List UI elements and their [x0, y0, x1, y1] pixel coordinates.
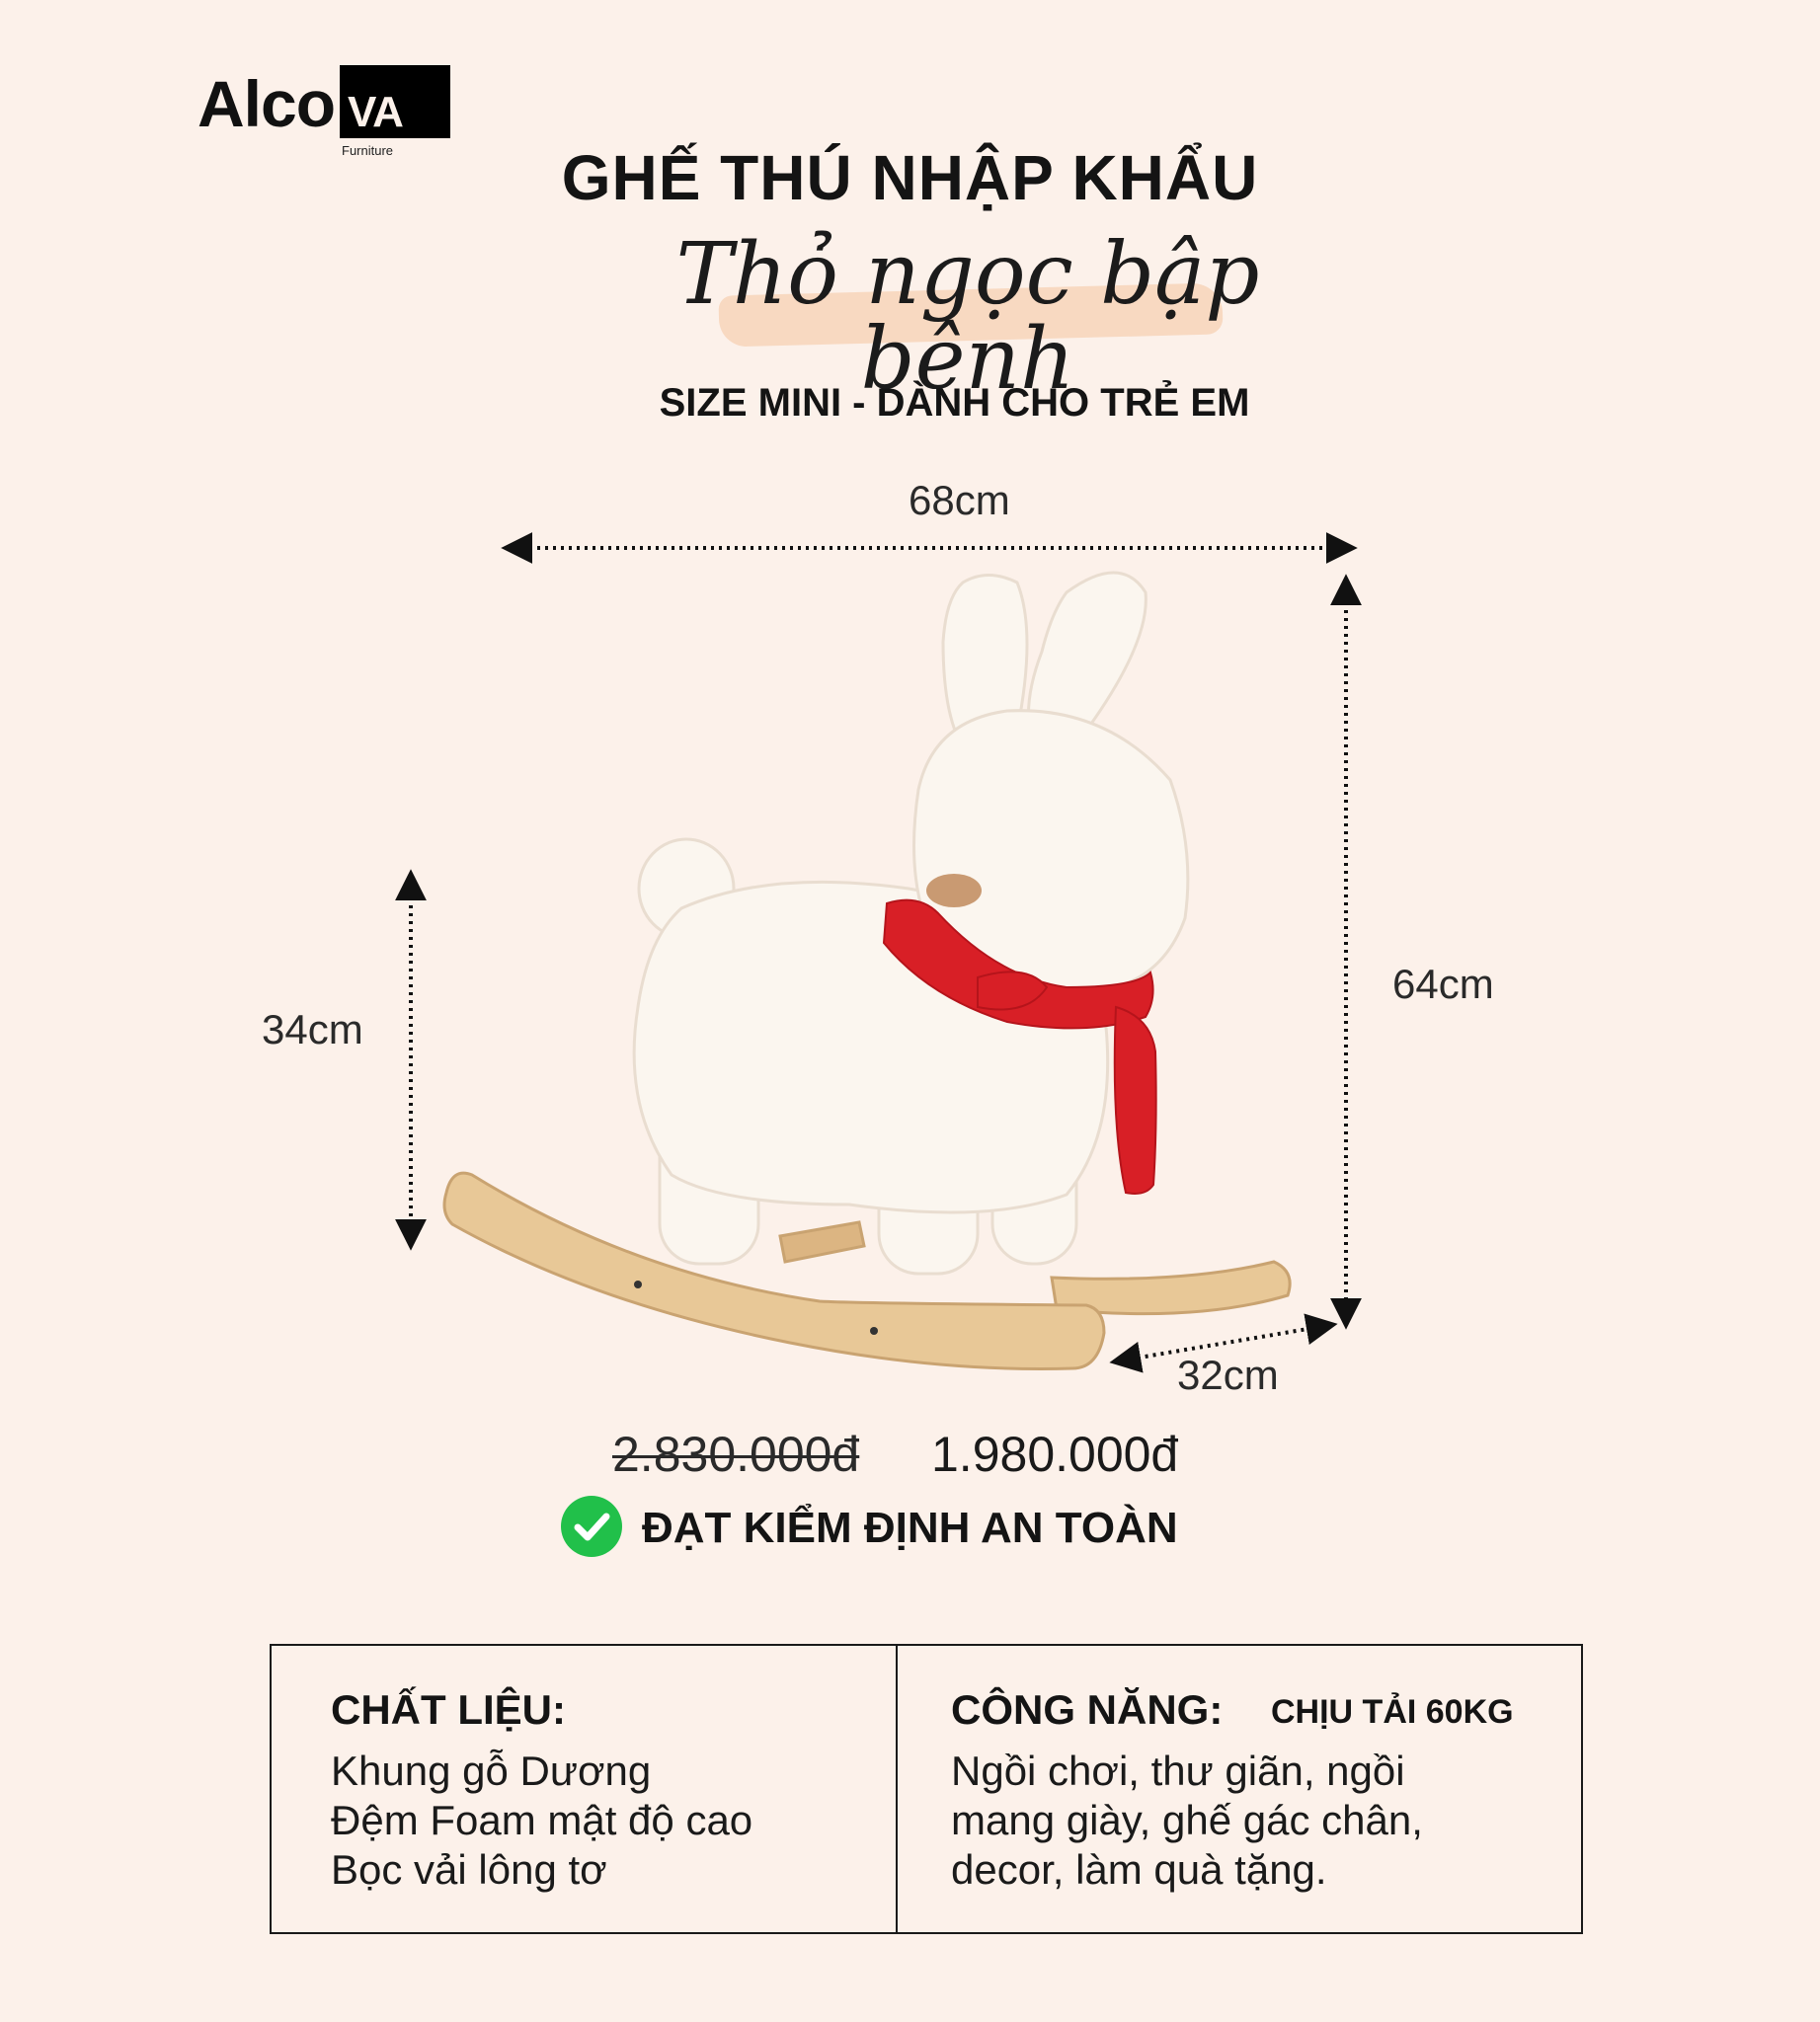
check-circle-icon: [561, 1496, 622, 1557]
material-line: Khung gỗ Dương: [331, 1748, 652, 1794]
function-line: mang giày, ghế gác chân,: [951, 1797, 1423, 1843]
function-heading: CÔNG NĂNG:: [951, 1686, 1224, 1733]
page-title: GHẾ THÚ NHẬP KHẨU: [561, 142, 1259, 213]
material-line: Bọc vải lông tơ: [331, 1846, 607, 1893]
dimension-seat-height: 34cm: [262, 1006, 363, 1052]
bunny-nose: [926, 874, 982, 907]
function-line: decor, làm quà tặng.: [951, 1846, 1327, 1893]
original-price: 2.830.000đ: [612, 1427, 860, 1482]
material-heading: CHẤT LIỆU:: [331, 1686, 566, 1733]
logo-wordmark: Alco: [198, 67, 336, 140]
sale-price: 1.980.000đ: [931, 1427, 1179, 1482]
page-subtitle: SIZE MINI - DÀNH CHO TRẺ EM: [659, 381, 1250, 425]
dimension-depth: 32cm: [1177, 1352, 1279, 1398]
material-line: Đệm Foam mật độ cao: [331, 1797, 753, 1843]
dimension-width: 68cm: [909, 477, 1010, 523]
specs-table: [270, 1644, 1583, 1934]
logo-subtitle: Furniture: [342, 143, 394, 158]
load-capacity: CHỊU TẢI 60KG: [1271, 1693, 1514, 1731]
dimension-height: 64cm: [1392, 961, 1494, 1007]
function-line: Ngồi chơi, thư giãn, ngồi: [951, 1748, 1405, 1794]
safety-label: ĐẠT KIỂM ĐỊNH AN TOÀN: [642, 1504, 1178, 1552]
script-title: Thỏ ngọc bập bênh: [675, 225, 1260, 409]
logo-box-text: VA: [348, 88, 403, 136]
table-divider: [896, 1646, 898, 1932]
